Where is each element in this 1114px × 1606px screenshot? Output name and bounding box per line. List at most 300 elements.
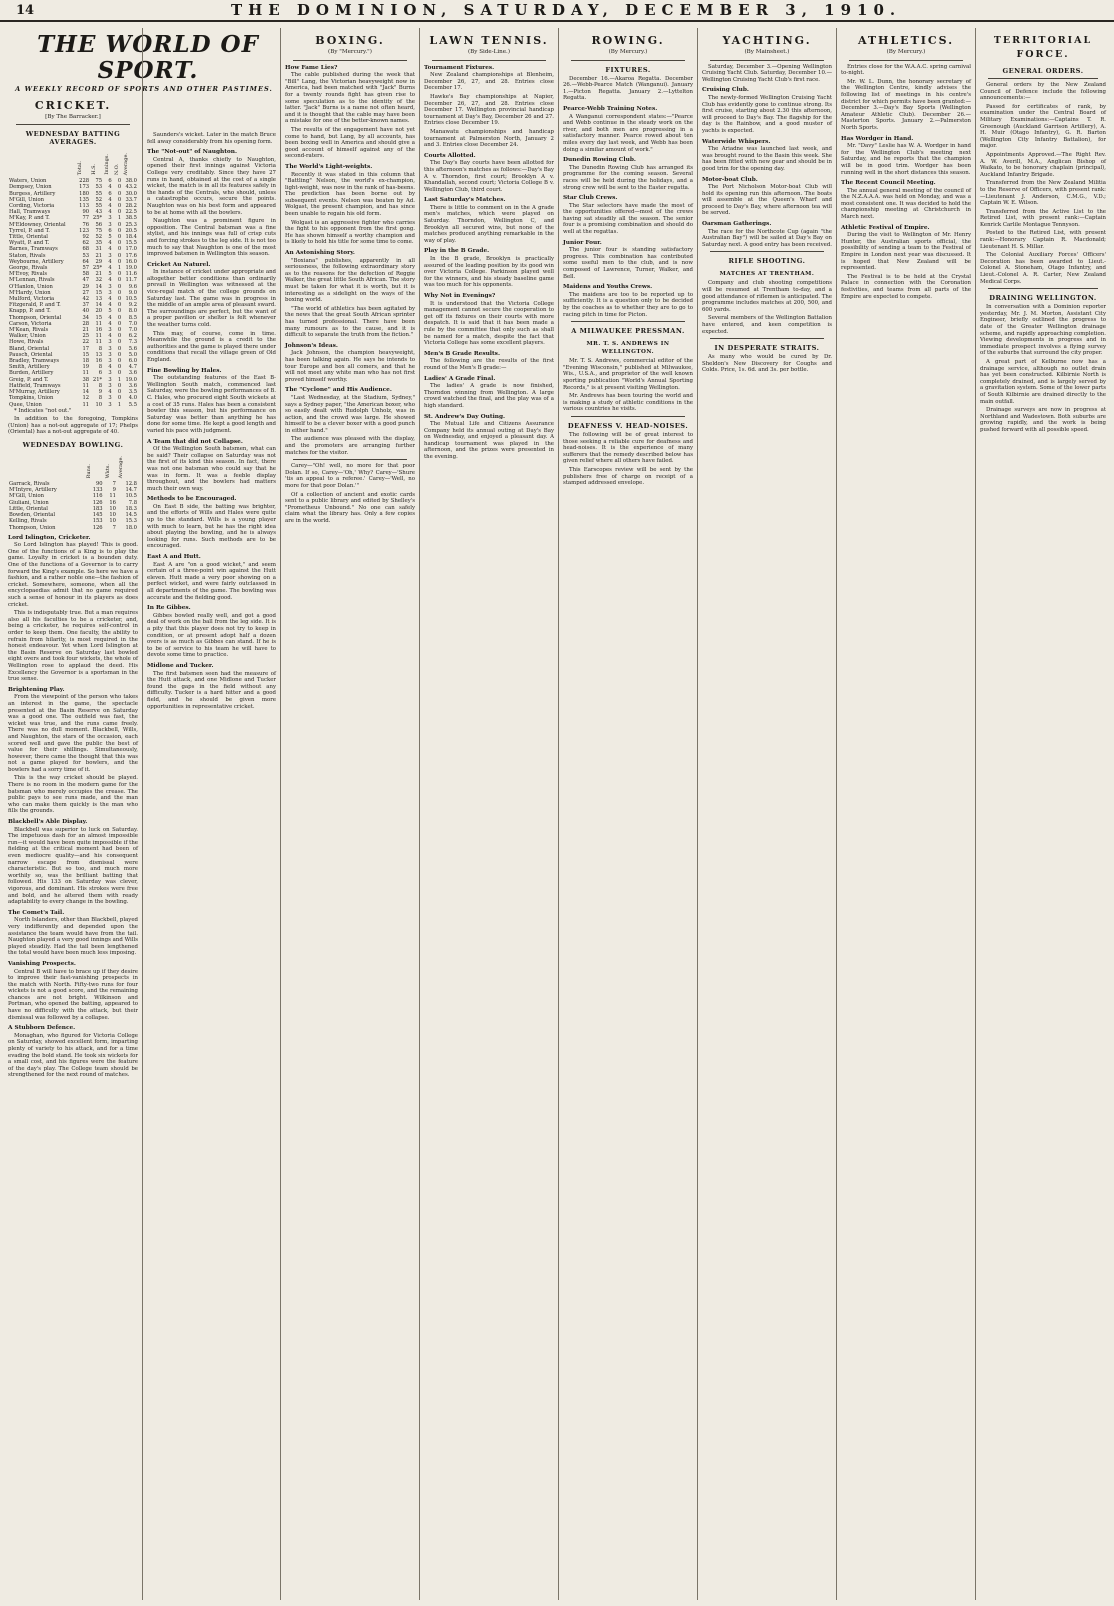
subhead: East A and Hutt.: [147, 554, 201, 561]
stat-cell: 0: [117, 271, 122, 278]
player-name: Barnes, Tramways: [9, 246, 58, 253]
stat-cell: 43.2: [125, 184, 137, 191]
column-yachting: [697, 28, 836, 1600]
subhead: Has Wordger in Hand.: [841, 135, 914, 142]
divider: [293, 60, 407, 61]
section-heading-territorial-force: TERRITORIAL FORCE.: [993, 35, 1093, 60]
divider: [710, 60, 824, 61]
stat-cell: 10: [109, 512, 116, 519]
stat-cell: 9.0: [128, 289, 137, 296]
stat-cell: 12.8: [125, 481, 137, 488]
stat-cell: 3: [108, 395, 112, 402]
stat-cell: 42: [82, 296, 90, 303]
stat-cell: 15.3: [125, 518, 137, 525]
player-name: M'Intyre, Artillery: [9, 487, 57, 494]
paragraph: Hawke's Bay championships at Napier, December 26, 27, and 28. Entries close December 17. Wellington provincial handicap tournament at Day's Bay, December 26 and 27. Entries close December 19.: [424, 93, 554, 127]
subhead: Cruising Club.: [702, 87, 749, 94]
stat-cell: 56: [95, 221, 103, 228]
stat-cell: 13: [95, 296, 103, 303]
stat-cell: 10.5: [125, 493, 137, 500]
player-name: Bland, Oriental: [9, 345, 50, 352]
subhead: Last Saturday's Matches.: [424, 197, 506, 204]
divider: [571, 60, 685, 61]
paragraph: A great part of Kelburne now has a drainage service, although no outlet drain has yet been constructed. Kilbirnie North is completely drained, and is largely served by a gravitation system. Some of the lower parts of South Kilbirnie are drained directly to the main outfall.: [980, 358, 1106, 405]
stat-cell: 7.8: [128, 499, 137, 506]
stat-cell: 0: [117, 246, 122, 253]
stat-cell: 4: [108, 203, 112, 209]
stat-cell: 9: [98, 389, 103, 396]
stat-cell: 11.7: [125, 277, 137, 284]
article-subheading: MR. T. S. ANDREWS IN WELLINGTON.: [586, 341, 670, 356]
player-name: M'Kay, P. and T.: [9, 215, 50, 222]
byline: (By Side-Line.): [467, 49, 510, 55]
stat-cell: 29: [82, 283, 90, 290]
subhead: The "Cyclone" and His Audience.: [285, 387, 392, 394]
stat-cell: 32: [95, 277, 103, 284]
paragraph: The newly-formed Wellington Cruising Yacht Club has evidently gone to continue strong. Its first cruise, starting about 2.30 this afternoon, will proceed to Day's Bay. The flagship for the day is the Rainbow, and a good muster of yachts is expected.: [702, 94, 832, 134]
paragraph: Gibbes bowled really well, and got a good deal of work on the ball from the leg side. It is a pity that this player does not try to keep in condition, or at present adopt half a dozen overs is as much as Gibbes can stand. If he is to be of service to his team he will have to devote some time to practice.: [147, 612, 276, 659]
batting-note: * Indicates "not out.": [14, 407, 72, 414]
paragraph: Naughton was a prominent figure in opposition. The Central batsman was a fine stylist, and his innings was full of crisp cuts and forcing strokes to the leg side. It is not too much to say that Naughton is one of the most improved batsmen in Wellington this season.: [147, 218, 276, 258]
player-name: Little, Oriental: [9, 505, 48, 512]
stat-cell: 52: [95, 196, 103, 203]
stat-cell: 4: [108, 277, 112, 284]
stat-cell: 4: [108, 333, 112, 340]
section-heading-lawn-tennis: LAWN TENNIS.: [429, 34, 549, 47]
column-header: H.S.: [91, 164, 98, 175]
paragraph: This is indisputably true. But a man requires also all his faculties to be a cricketer, and, being a cricketer, he requires self-control in order to keep them. One faculty, the ability to refrain from hilarity, is most required in the honest endeavour. Yet when Lord Islington at the Basin Reserve on Saturday last bowled eight overs and took four wickets, the whole of Wellington rose to applaud the deed. His Excellency the Governor is a sportsman in the true sense.: [8, 610, 138, 683]
stat-cell: 14.7: [125, 487, 137, 494]
stat-cell: 19: [82, 364, 90, 371]
stat-cell: 4: [108, 240, 112, 247]
section-heading-cricket: CRICKET.: [34, 98, 112, 112]
stat-cell: 6: [108, 178, 112, 185]
stat-cell: 0: [117, 196, 122, 203]
column-header: Average.: [117, 455, 124, 478]
stat-cell: 6.2: [128, 333, 137, 340]
stat-cell: 4: [108, 320, 112, 327]
stat-cell: 4: [108, 389, 112, 396]
paragraph: The annual general meeting of the council of the N.Z.A.A.A. was held on Monday, and was a most consistent one. It was decided to hold the championship meeting at Christchurch in March next.: [841, 187, 971, 221]
paragraph: Recently it was stated in this column that "Battling" Nelson, the world's ex-champion, light-weight, was now in the rank of has-beens. The prediction has been borne out by subsequent events. Nelson was beaten by Ad. Wolgast, the present champion, and has since been unable to regain his old form.: [285, 171, 415, 218]
column-cricket-continued: [142, 28, 280, 1600]
paragraph: Posted to the Retired List, with present rank:—Honorary Captain R. Macdonald; Lieutenant H. S. Millar.: [980, 230, 1106, 250]
paragraph: Company and club shooting competitions will be resumed at Trentham to-day, and a good attendance of riflemen is anticipated. The programme includes matches at 200, 500, and 600 yards.: [702, 280, 832, 313]
player-name: M'Hardy, Union: [9, 289, 51, 296]
stat-cell: 4: [108, 209, 112, 216]
stat-cell: 3.6: [128, 382, 137, 389]
paragraph: "Last Wednesday, at the Stadium, Sydney," says a Sydney paper, "the American boxer, who so easily dealt with Rudolph Unholz, was in action, and the crowd was large. He showed himself to be a clever boxer with a good punch in either hand.": [285, 394, 415, 434]
stat-cell: 3: [108, 283, 112, 290]
player-name: George, Rivals: [9, 265, 48, 272]
player-name: M'Evoy, Rivals: [9, 271, 48, 278]
divider: [571, 321, 685, 322]
stat-cell: 183: [92, 505, 103, 512]
stat-cell: 52: [95, 234, 103, 241]
player-name: Garrack, Rivals: [9, 481, 50, 488]
stat-cell: 31: [95, 246, 103, 253]
stat-cell: 17.0: [125, 246, 137, 253]
subhead: Maidens and Youths Crews.: [563, 284, 653, 291]
stat-cell: 5: [108, 271, 112, 278]
stat-cell: 153: [92, 518, 103, 525]
subhead: Star Club Crews.: [563, 195, 618, 202]
stat-cell: 10: [109, 518, 116, 525]
subhead: St. Andrew's Day Outing.: [424, 413, 506, 420]
stat-cell: 0: [117, 302, 122, 309]
stat-cell: 90: [82, 209, 90, 216]
player-name: M'Lennan, Rivals: [9, 277, 55, 284]
column-header: Average.: [123, 152, 130, 175]
stat-cell: 133: [92, 487, 103, 494]
paragraph: The Ariadne was launched last week, and was brought round to the Basin this week. She has been fitted with new gear and should be in good trim for the opening day.: [702, 146, 832, 172]
subhead: Fine Bowling by Hales.: [147, 367, 222, 374]
stat-cell: 13: [95, 351, 103, 358]
paragraph: Carey—"Oh! well, no more for that poor Dolan. If so, Carey—'Oh,' Why? Carey—'Shure 'tis an appeal to a referee.' Carey—'Well, no more for that poor Dolan.'": [285, 463, 415, 490]
player-name: Weybourne, Artillery: [9, 258, 64, 265]
paragraph: North Islanders, other than Blackbell, played very indifferently and depended upon the assistance the team would have from the tail. Naughton played a very good innings and Wills played steadily. Had the tail been lengthened the total would have been much less imposing.: [8, 917, 138, 957]
player-name: M'Gill, Union: [9, 493, 44, 500]
column-territorial-force: [975, 28, 1110, 1600]
subhead: Johnson's Ideas.: [285, 342, 338, 349]
player-name: Wyatt, P. and T.: [9, 240, 50, 247]
divider: [710, 338, 824, 339]
paragraph: Central A, thanks chiefly to Naughton, opened their first innings against Victoria College very creditably. Since they have 27 runs in hand, obtained at the cost of a single wicket, the match is in all its features safely in the hands of the Centrals, who should, unless a catastrophe occurs, secure the points. Naughton was on his best form and appeared to be at home with all the bowlers.: [147, 156, 276, 216]
player-name: Smith, Artillery: [9, 364, 50, 371]
stat-cell: 22: [82, 339, 90, 346]
stat-cell: 18.4: [125, 234, 137, 241]
stat-cell: 11.6: [125, 271, 137, 278]
stat-cell: 53: [82, 252, 90, 259]
stat-cell: 3: [108, 345, 112, 352]
paragraph: This Earscopes review will be sent by the publishers free of charge on receipt of a stamped addressed envelope.: [563, 466, 693, 487]
stat-cell: 11: [95, 333, 103, 340]
stat-cell: 1: [117, 215, 122, 222]
paragraph: Jack Johnson, the champion heavyweight, has been talking again. He says he intends to tour Europe and box all comers, and that he will not meet any white man who has not first proved himself worthy.: [285, 350, 415, 383]
player-name: M'Gill, Union: [9, 196, 44, 203]
paragraph: The following are the results of the first round of the Men's B grade:—: [424, 358, 554, 371]
subhead: The Comet's Tail.: [8, 909, 65, 916]
subhead: Cricket Au Naturel.: [147, 261, 211, 268]
stat-cell: 37: [82, 302, 90, 309]
stat-cell: 3: [108, 351, 112, 358]
paragraph: The outstanding features of the East B-Wellington South match, commenced last Saturday, were the bowling performances of B. C. Hales, who procured eight South wickets at a cost of 35 runs. Hales has been a consistent bowler this season, but his performance on Saturday was better than anything he has done for some time. He kept a good length and varied his pace with judgment.: [147, 375, 276, 434]
paragraph: This may, of course, come in time. Meanwhile the ground is a credit to the authorities and the game is played there under conditions that recall the village green of Old England.: [147, 330, 276, 363]
stat-cell: 0: [117, 289, 122, 296]
stat-cell: 6.0: [128, 358, 137, 365]
subhead: Brightening Play.: [8, 686, 65, 693]
batting-table: [8, 148, 138, 408]
paragraph: In the B grade, Brooklyn is practically assured of the leading position by its good win over Victoria College. Parkinson played well for the winners, and his steady baseline game was too much for his opponents.: [424, 256, 554, 289]
paragraph: The Day's Bay courts have been allotted for this afternoon's matches as follows:—Day's Bay A v. Thorndon, first court; Brooklyn A v. Khandallah, second court; Victoria College B v. Wellington Club, third court.: [424, 160, 555, 193]
article-heading: DRAINING WELLINGTON.: [989, 294, 1097, 303]
paragraph: From the viewpoint of the person who takes an interest in the game, the spectacle presented at the Basin Reserve on Saturday was a good one. The outfield was fast, the wicket was true, and the runs came freely. There was no dull moment. Blackbell, Wills, and Naughton, the stars of the occasion, each scored well and gave the public the best of value for their shillings. Simultaneously, however, there came the thought that this was not a game played for bowlers, and the bowlers had a sorry time of it.: [8, 694, 138, 773]
stat-cell: 16: [95, 327, 103, 334]
stat-cell: 0: [117, 351, 122, 358]
paragraph: Transferred from the Active List to the Retired List, with present rank:—Captain Kenrick Carlile Montague Tennyson.: [980, 208, 1106, 228]
byline: [By The Barracker.]: [45, 113, 101, 120]
stat-cell: 14: [95, 302, 103, 309]
stat-cell: 18.0: [125, 524, 137, 531]
column-header: Runs.: [86, 463, 93, 478]
stat-cell: 116: [92, 493, 103, 500]
stat-cell: 15: [82, 351, 90, 358]
masthead: [0, 0, 1114, 22]
stat-cell: 15.5: [125, 240, 137, 247]
player-name: M'Murray, Artillery: [9, 389, 60, 396]
stat-cell: 58: [82, 271, 90, 278]
paragraph: Manawatu championships and handicap tournament at Palmerston North, January 2 and 3. Entries close December 24.: [424, 128, 554, 149]
player-name: Burgess, Artillery: [9, 190, 56, 197]
stat-cell: 92: [82, 234, 90, 241]
stat-cell: 53: [95, 184, 103, 191]
subhead: Waterwide Whispers.: [702, 138, 771, 145]
subhead: Motor-boat Club.: [702, 176, 758, 183]
article-heading: DEAFNESS V. HEAD-NOISES.: [567, 421, 689, 430]
column-rowing: [558, 28, 697, 1600]
stat-cell: 3: [108, 370, 112, 377]
paragraph: Monaghan, who figured for Victoria College on Saturday, showed excellent form, imparting plenty of variety to his attack, and for a time evading the bold stand. He took six wickets for a small cost, and his figures were the feature of the day's play. The College team should be strengthened for the next round of matches.: [8, 1032, 138, 1079]
stat-cell: 7.0: [128, 327, 137, 334]
stat-cell: 8.0: [128, 308, 137, 315]
subhead: Lord Islington, Cricketer.: [8, 534, 91, 541]
paragraph: Of a collection of ancient and exotic cards sent to a public library and edited by Shelley's "Prometheus Unbound." No one can safely claim what the library has. Only a few copies are in the world.: [285, 491, 415, 524]
stat-cell: 75: [95, 227, 103, 234]
stat-cell: 3.6: [128, 370, 137, 377]
stat-cell: 16.0: [125, 258, 137, 265]
article-subheading: MATCHES AT TRENTHAM.: [719, 271, 815, 278]
stat-cell: 3: [108, 376, 112, 383]
subhead: Blackbell's Able Display.: [8, 819, 88, 826]
stat-cell: 25*: [92, 265, 103, 272]
paragraph: Mr. Andrews has been touring the world and is making a study of athletic conditions in the various countries he visits.: [563, 393, 693, 413]
stat-cell: 3: [108, 289, 112, 296]
paragraph: Mr. "Davy" Leslie has W. A. Wordger in hand for the Wellington Club's meeting next Saturday, and he reports that the champion will be in good trim. Wordger has been running well in the short distances this season.: [841, 143, 971, 176]
player-name: Greig, P. and T.: [9, 376, 49, 383]
paragraph: The audience was pleased with the display, and the promoters are arranging further matches for the visitor.: [285, 436, 415, 456]
paragraph: The Dunedin Rowing Club has arranged its programme for the coming season. Several races will be held during the holidays, and a strong crew will be sent to the Easter regatta.: [563, 164, 693, 191]
player-name: Thompson, Oriental: [9, 314, 62, 321]
stat-cell: 77: [82, 215, 90, 222]
stat-cell: 34: [82, 314, 90, 321]
paragraph: Wolgast is an aggressive fighter who carries the fight to his opponent from the first gong. He has shown himself a worthy champion and is likely to hold his title for some time to come.: [285, 219, 415, 246]
stat-cell: 55: [95, 190, 103, 197]
stat-cell: 180: [79, 190, 90, 197]
player-name: Hatfield, Tramways: [9, 382, 61, 389]
paragraph: It is understood that the Victoria College management cannot secure the cooperation to get off its fixtures on their courts with more despatch. It is said that it has been made a rule by the committee that only such as shall be named for a match, despite the fact that Victoria College has some excellent players.: [424, 300, 554, 347]
column-lawn-tennis: [419, 28, 558, 1600]
stat-cell: 6: [108, 227, 112, 234]
stat-cell: 38.5: [125, 215, 137, 222]
player-name: Staton, Rivals: [9, 252, 46, 259]
divider: [571, 416, 685, 417]
general-orders-heading: GENERAL ORDERS.: [1002, 67, 1084, 75]
stat-cell: 21: [95, 252, 103, 259]
player-name: Bowden, Oriental: [9, 512, 56, 519]
divider: [432, 60, 546, 61]
byline: (By Mercury.): [886, 49, 926, 55]
stat-cell: 90: [96, 481, 103, 488]
subhead: The "Not-out" of Naughton.: [147, 149, 237, 156]
stat-cell: 47: [82, 277, 90, 284]
stat-cell: 8: [98, 395, 103, 402]
divider: [710, 251, 824, 252]
stat-cell: 6: [98, 370, 103, 377]
newspaper-title: THE DOMINION, SATURDAY, DECEMBER 3, 1910.: [230, 1, 902, 19]
paragraph: On East B side, the batting was brighter, and the efforts of Wills and Hales were quite up to the standard. Wills is a young player with much to learn, but he has the right idea about playing the bowling, and he is always looking for runs. Such methods are to be encouraged.: [147, 503, 276, 550]
column-header: Innings.: [104, 154, 111, 175]
byline: (By "Mercury."): [328, 49, 372, 55]
stat-cell: 113: [79, 203, 90, 209]
stat-cell: 0: [117, 190, 122, 197]
stat-cell: 11: [95, 320, 103, 327]
stat-cell: 4.0: [128, 395, 137, 402]
stat-cell: 62: [82, 240, 90, 247]
paragraph: "Boxiana" publishes, apparently in all seriousness, the following extraordinary story as to the reasons for the defection of Reggie Walker, the great little South African. The story must be taken for what it is worth, but it is interesting as a sidelight on the ways of the boxing world.: [285, 257, 415, 304]
stat-cell: 6: [108, 190, 112, 197]
paragraph: There is little to comment on in the A grade men's matches, which were played on Saturday. Thorndon, Wellington C, and Brooklyn all secured wins, but none of the matches produced anything remarkable in the way of play.: [424, 204, 554, 244]
paragraph: Of the Wellington South batsmen, what can be said? Their collapse on Saturday was not the first of its kind this season. In fact, there was not one batsman who could say that he was in form. It was a feeble display throughout, and the bowlers had matters much their own way.: [147, 446, 276, 492]
stat-cell: 25.3: [125, 221, 137, 228]
paragraph: The race for the Northcote Cup (again "the Australian Bay") will be sailed at Day's Bay on Saturday next. A good entry has been received.: [702, 228, 832, 248]
page-number: 14: [16, 2, 35, 18]
paragraph: The ladies' A grade is now finished, Thorndon winning from Wellington. A large crowd watched the final, and the play was of a high standard.: [424, 383, 554, 409]
player-name: Carson, Victoria: [9, 320, 52, 327]
stat-cell: 126: [92, 524, 103, 531]
paragraph: Transferred from the New Zealand Militia to the Reserve of Officers, with present rank:—Lieutenant J. Anderson, C.M.G., V.D.; Captain W. E. Wilson.: [980, 180, 1106, 207]
stat-cell: 25: [82, 333, 90, 340]
stat-cell: 123: [79, 227, 90, 234]
player-name: Mulford, Victoria: [9, 296, 55, 303]
stat-cell: 19.0: [125, 265, 137, 272]
player-name: O'Hanlon, Union: [9, 283, 53, 290]
subhead: Midlone and Tucker.: [147, 662, 214, 669]
player-name: M'Eldowney, Oriental: [9, 221, 66, 228]
stat-cell: 28.2: [125, 203, 137, 209]
paragraph: The Festival is to be held at the Crystal Palace in connection with the Coronation festivities, and teams from all parts of the Empire are expected to compete.: [841, 273, 971, 300]
subhead: Dunedin Rowing Club.: [563, 157, 636, 164]
stat-cell: 145: [92, 512, 103, 519]
stat-cell: 0: [117, 345, 122, 352]
stat-cell: 1: [117, 401, 122, 408]
divider: [849, 60, 963, 61]
stat-cell: 35: [95, 240, 103, 247]
player-name: Fitzgerald, P. and T.: [9, 302, 61, 309]
paragraph: Passed for certificates of rank, by examination under the Central Board of Military Examinations:—Captains T. R. Greenough (Auckland Garrison Artillery), A. H. Muir (Otago Infantry), G. R. Barton (Wellington City Infantry Battalion), for major.: [980, 103, 1106, 150]
subhead: Why Not in Evenings?: [424, 293, 496, 299]
subhead: The Recent Council Meeting.: [841, 180, 936, 187]
player-name: Cording, Victoria: [9, 203, 55, 209]
stat-cell: 7: [112, 524, 116, 531]
stat-cell: 11: [82, 401, 90, 408]
stat-cell: 68: [82, 246, 90, 253]
stat-cell: 3: [108, 358, 112, 365]
stat-cell: 126: [92, 499, 103, 506]
column-boxing: [280, 28, 419, 1600]
page-subtitle: A WEEKLY RECORD OF SPORTS AND OTHER PASTIMES.: [15, 85, 273, 93]
subhead: Courts Allotted.: [424, 152, 476, 159]
stat-cell: 20: [95, 308, 103, 315]
stat-cell: 7.3: [128, 339, 137, 346]
stat-cell: 0: [117, 314, 122, 321]
paragraph: New Zealand championships at Blenheim, December 26, 27, and 28. Entries close December 17.: [424, 72, 554, 92]
stat-cell: 14.5: [125, 512, 137, 519]
stat-cell: 33.7: [125, 196, 137, 203]
batting-heading: WEDNESDAY BATTING AVERAGES.: [25, 130, 121, 147]
stat-cell: 4.7: [128, 364, 137, 371]
stat-cell: 0: [117, 320, 122, 327]
article-heading: A MILWAUKEE PRESSMAN.: [571, 327, 685, 336]
subhead: How Fame Lies?: [285, 64, 338, 71]
player-name: Knapp, P. and T.: [9, 308, 51, 315]
stat-cell: 4: [108, 184, 112, 191]
divider: [16, 124, 130, 125]
player-name: Hall, Tramways: [9, 209, 51, 216]
stat-cell: 4: [108, 258, 112, 265]
stat-cell: 19.0: [125, 376, 137, 383]
byline: (By Mainsheet.): [744, 49, 790, 55]
paragraph: In conversation with a Dominion reporter yesterday, Mr. J. M. Morton, Assistant City Engineer, briefly outlined the progress to date of the Greater Wellington drainage scheme, and rapidly approaching completion. Viewing developments in progress and in immediate prospect involves a flying survey of the suburbs that surround the city proper.: [980, 304, 1106, 357]
paragraph: So Lord Islington has played! This is good. One of the functions of a King is to play the game. Loyalty in cricket is a bounden duty. One of the functions of a Governor is to carry forward the King's example. So here we have a fashion, and a rather noble one—the fashion of cricket. Somewhere, someone, when all the encyclopaedias admit that no game required such a sense of honour in its players as does cricket.: [8, 542, 138, 608]
stat-cell: 22.5: [125, 209, 137, 216]
stat-cell: 40: [82, 308, 90, 315]
player-name: M'Kean, Rivals: [9, 327, 49, 334]
player-name: Bradley, Tramways: [9, 358, 60, 365]
subhead: An Astonishing Story.: [285, 250, 355, 257]
column-athletics: [836, 28, 975, 1600]
paragraph: East A are "on a good wicket," and seem certain of a three-point win against the Hutt eleven. Hutt made a very poor showing on a perfect wicket, and were fairly outclassed in all departments of the game. The bowling was accurate and the fielding good.: [147, 561, 276, 601]
subhead: Tournament Fixtures.: [424, 64, 495, 71]
stat-cell: 3.5: [128, 389, 137, 396]
stat-cell: 173: [79, 184, 90, 191]
stat-cell: 15: [95, 314, 103, 321]
stat-cell: 135: [79, 196, 90, 203]
batting-paragraph: In addition to the foregoing, Tompkins (Union) has a not-out aggregate of 17; Phelps (Oriental) has a not-out aggregate of 40.: [8, 416, 138, 436]
player-name: Kelling, Rivals: [9, 518, 47, 525]
byline: (By Mercury.): [608, 49, 648, 55]
subhead: A Stubborn Defence.: [8, 1025, 76, 1032]
paragraph: The cable published during the week that "Bill" Lang, the Victorian heavyweight now in America, had been matched with "Jack" Burns for a twenty rounds fight has given rise to some speculation as to the identity of the latter. "Jack" Burns is a name not often heard, and it is thought that the cable may have been a mistake for one of the better-known names.: [285, 72, 415, 125]
stat-cell: 0: [117, 227, 122, 234]
subhead: In Re Gibbes.: [147, 605, 191, 612]
paragraph: Mr. W. L. Dunn, the honorary secretary of the Wellington Centre, kindly advises the following list of meetings in his centre's district for which permits have been granted:—December 3.—Day's Bay Sports (Wellington Amateur Athletic Club). December 26.—Masterton Sports. January 2.—Palmerston North Sports.: [841, 78, 971, 131]
stat-cell: 0: [117, 389, 122, 396]
column-header: N.O.: [113, 163, 120, 175]
stat-cell: 18.3: [125, 505, 137, 512]
section-heading-yachting: YACHTING.: [722, 34, 812, 47]
stat-cell: 38.0: [125, 178, 137, 185]
paragraph: During the visit to Wellington of Mr. Henry Hunter, the Australian sports official, the possibility of sending a team to the Festival of Empire in London next year was discussed. It is hoped that New Zealand will be represented.: [841, 232, 971, 272]
stat-cell: 7: [112, 481, 116, 488]
stat-cell: 3: [108, 339, 112, 346]
stat-cell: 4: [108, 265, 112, 272]
stat-cell: 228: [79, 178, 90, 185]
stat-cell: 15: [95, 289, 103, 296]
stat-cell: 5.6: [128, 345, 137, 352]
page-title: THE WORLD OF SPORT.: [37, 31, 259, 84]
stat-cell: 9: [112, 487, 116, 494]
column-header: Total.: [77, 160, 84, 175]
subhead: Ladies' A Grade Final.: [424, 375, 496, 382]
stat-cell: 5: [108, 234, 112, 241]
stat-cell: 11: [82, 370, 90, 377]
paragraph: The first batsmen seen had the measure of the Hutt attack, and one Midlone and Tucker found the gaps in the field without any difficulty. Tucker is a hard hitter and a good field, and he should be given more opportunities in representative cricket.: [147, 670, 276, 710]
stat-cell: 0: [117, 209, 122, 216]
player-name: Waters, Union: [9, 178, 47, 185]
stat-cell: 1: [117, 376, 122, 383]
subhead: Vanishing Prospects.: [8, 960, 76, 967]
stat-cell: 8: [98, 364, 103, 371]
